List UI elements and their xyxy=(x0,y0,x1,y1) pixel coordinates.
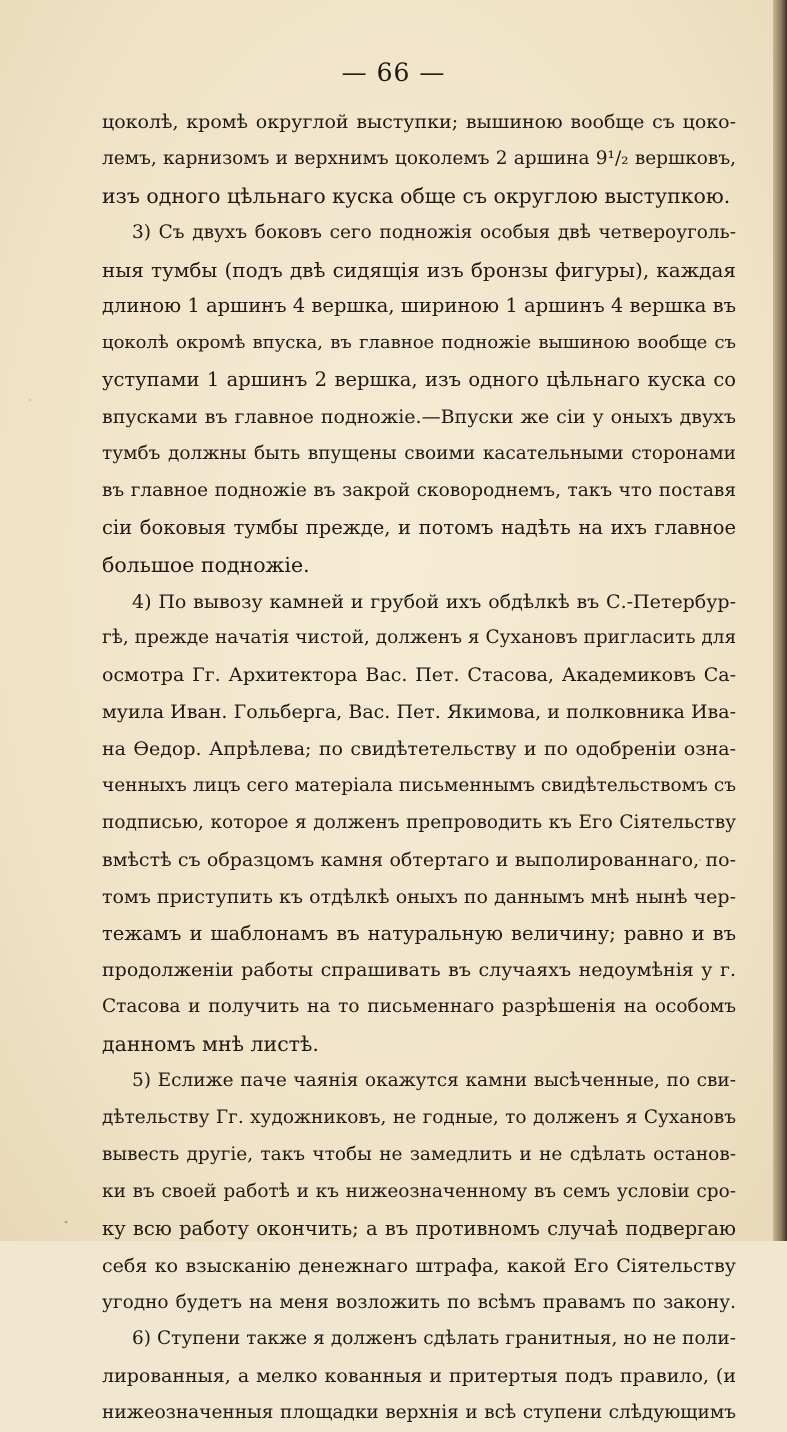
text-line: тумбъ должны быть впущены своими касательными сторонами xyxy=(102,443,736,465)
text-line: вмѣстѣ съ образцомъ камня обтертаго и выполированнаго, по- xyxy=(102,848,736,871)
text-line: цоколѣ, кромѣ округлой выступки; вышиною вообще съ цоко- xyxy=(102,111,736,133)
text-line: томъ приступить къ отдѣлкѣ оныхъ по даннымъ мнѣ нынѣ чер- xyxy=(102,885,736,908)
text-line: сіи боковыя тумбы прежде, и потомъ надѣть на ихъ главное xyxy=(102,515,736,539)
text-line: 5) Еслиже паче чаянія окажутся камни высѣченные, по сви- xyxy=(132,1070,736,1092)
text-line: ку всю работу окончить; а въ противномъ случаѣ подвергаю xyxy=(102,1216,736,1240)
text-line: длиною 1 аршинъ 4 вершка, шириною 1 аршинъ 4 вершка въ xyxy=(102,294,736,318)
page-edge-shadow xyxy=(773,0,787,1241)
text-line: нижеозначенныя площадки верхнія и всѣ ступени слѣдующимъ xyxy=(102,1402,736,1424)
text-line: Стасова и получить на то письменнаго разрѣшенія на особомъ xyxy=(102,996,736,1018)
text-line: 4) По вывозу камней и грубой ихъ обдѣлкѣ въ С.-Петербур- xyxy=(132,590,736,613)
text-line: угодно будетъ на меня возложить по всѣмъ правамъ по закону. xyxy=(102,1291,736,1313)
text-line: ченныхъ лицъ сего матеріала письменнымъ свидѣтельствомъ съ xyxy=(102,775,736,797)
text-line: цоколѣ окромѣ впуска, въ главное подножіе вышиною вообще съ xyxy=(102,332,736,354)
text-line: себя ко взысканію денежнаго штрафа, какой Его Сіятельству xyxy=(102,1254,736,1277)
text-line: муила Иван. Гольберга, Вас. Пет. Якимова, и полковника Ива- xyxy=(102,701,736,724)
page-number: — 66 — xyxy=(341,58,446,87)
text-line: ки въ своей работѣ и къ нижеозначенному въ семъ условіи сро- xyxy=(102,1180,736,1202)
text-line: дѣтельству Гг. художниковъ, не годные, то долженъ я Сухановъ xyxy=(102,1107,736,1129)
text-line: большое подножіе. xyxy=(102,552,310,577)
text-line: ныя тумбы (подъ двѣ сидящія изъ бронзы фигуры), каждая xyxy=(102,257,736,282)
text-line: тежамъ и шаблонамъ въ натуральную величину; равно и въ xyxy=(102,921,736,945)
text-line: уступами 1 аршинъ 2 вершка, изъ одного цѣльнаго куска со xyxy=(102,368,736,392)
text-line: изъ одного цѣльнаго куска обще съ округлою выступкою. xyxy=(102,183,731,208)
text-line: 3) Съ двухъ боковъ сего подножія особыя двѣ четвероуголь- xyxy=(132,221,736,243)
text-line: впусками въ главное подножіе.—Впуски же сіи у оныхъ двухъ xyxy=(102,406,736,429)
text-line: лированныя, а мелко кованныя и притертыя подъ правило, (и xyxy=(102,1365,736,1388)
text-line: въ главное подножіе въ закрой сковороднемъ, такъ что поставя xyxy=(102,479,736,501)
text-line: вывесть другіе, такъ чтобы не замедлить и не сдѣлать останов- xyxy=(102,1143,736,1165)
text-line: данномъ мнѣ листѣ. xyxy=(102,1032,319,1057)
text-line: лемъ, карнизомъ и верхнимъ цоколемъ 2 аршина 9¹/₂ вершковъ, xyxy=(102,147,736,169)
text-line: продолженіи работы спрашивать въ случаяхъ недоумѣнія у г. xyxy=(102,959,736,982)
text-line: 6) Ступени также я долженъ сдѣлать гранитныя, но не поли- xyxy=(132,1328,736,1350)
text-line: на Ѳедор. Апрѣлева; по свидѣтетельству и по одобреніи озна- xyxy=(102,738,736,761)
body-text xyxy=(102,104,736,1432)
text-line: гѣ, прежде начатія чистой, долженъ я Сухановъ пригласить для xyxy=(102,627,737,649)
text-line: подписью, которое я долженъ препроводить къ Его Сіятельству xyxy=(102,811,736,833)
text-line: осмотра Гг. Архитектора Вас. Пет. Стасова, Академиковъ Са- xyxy=(102,664,736,687)
